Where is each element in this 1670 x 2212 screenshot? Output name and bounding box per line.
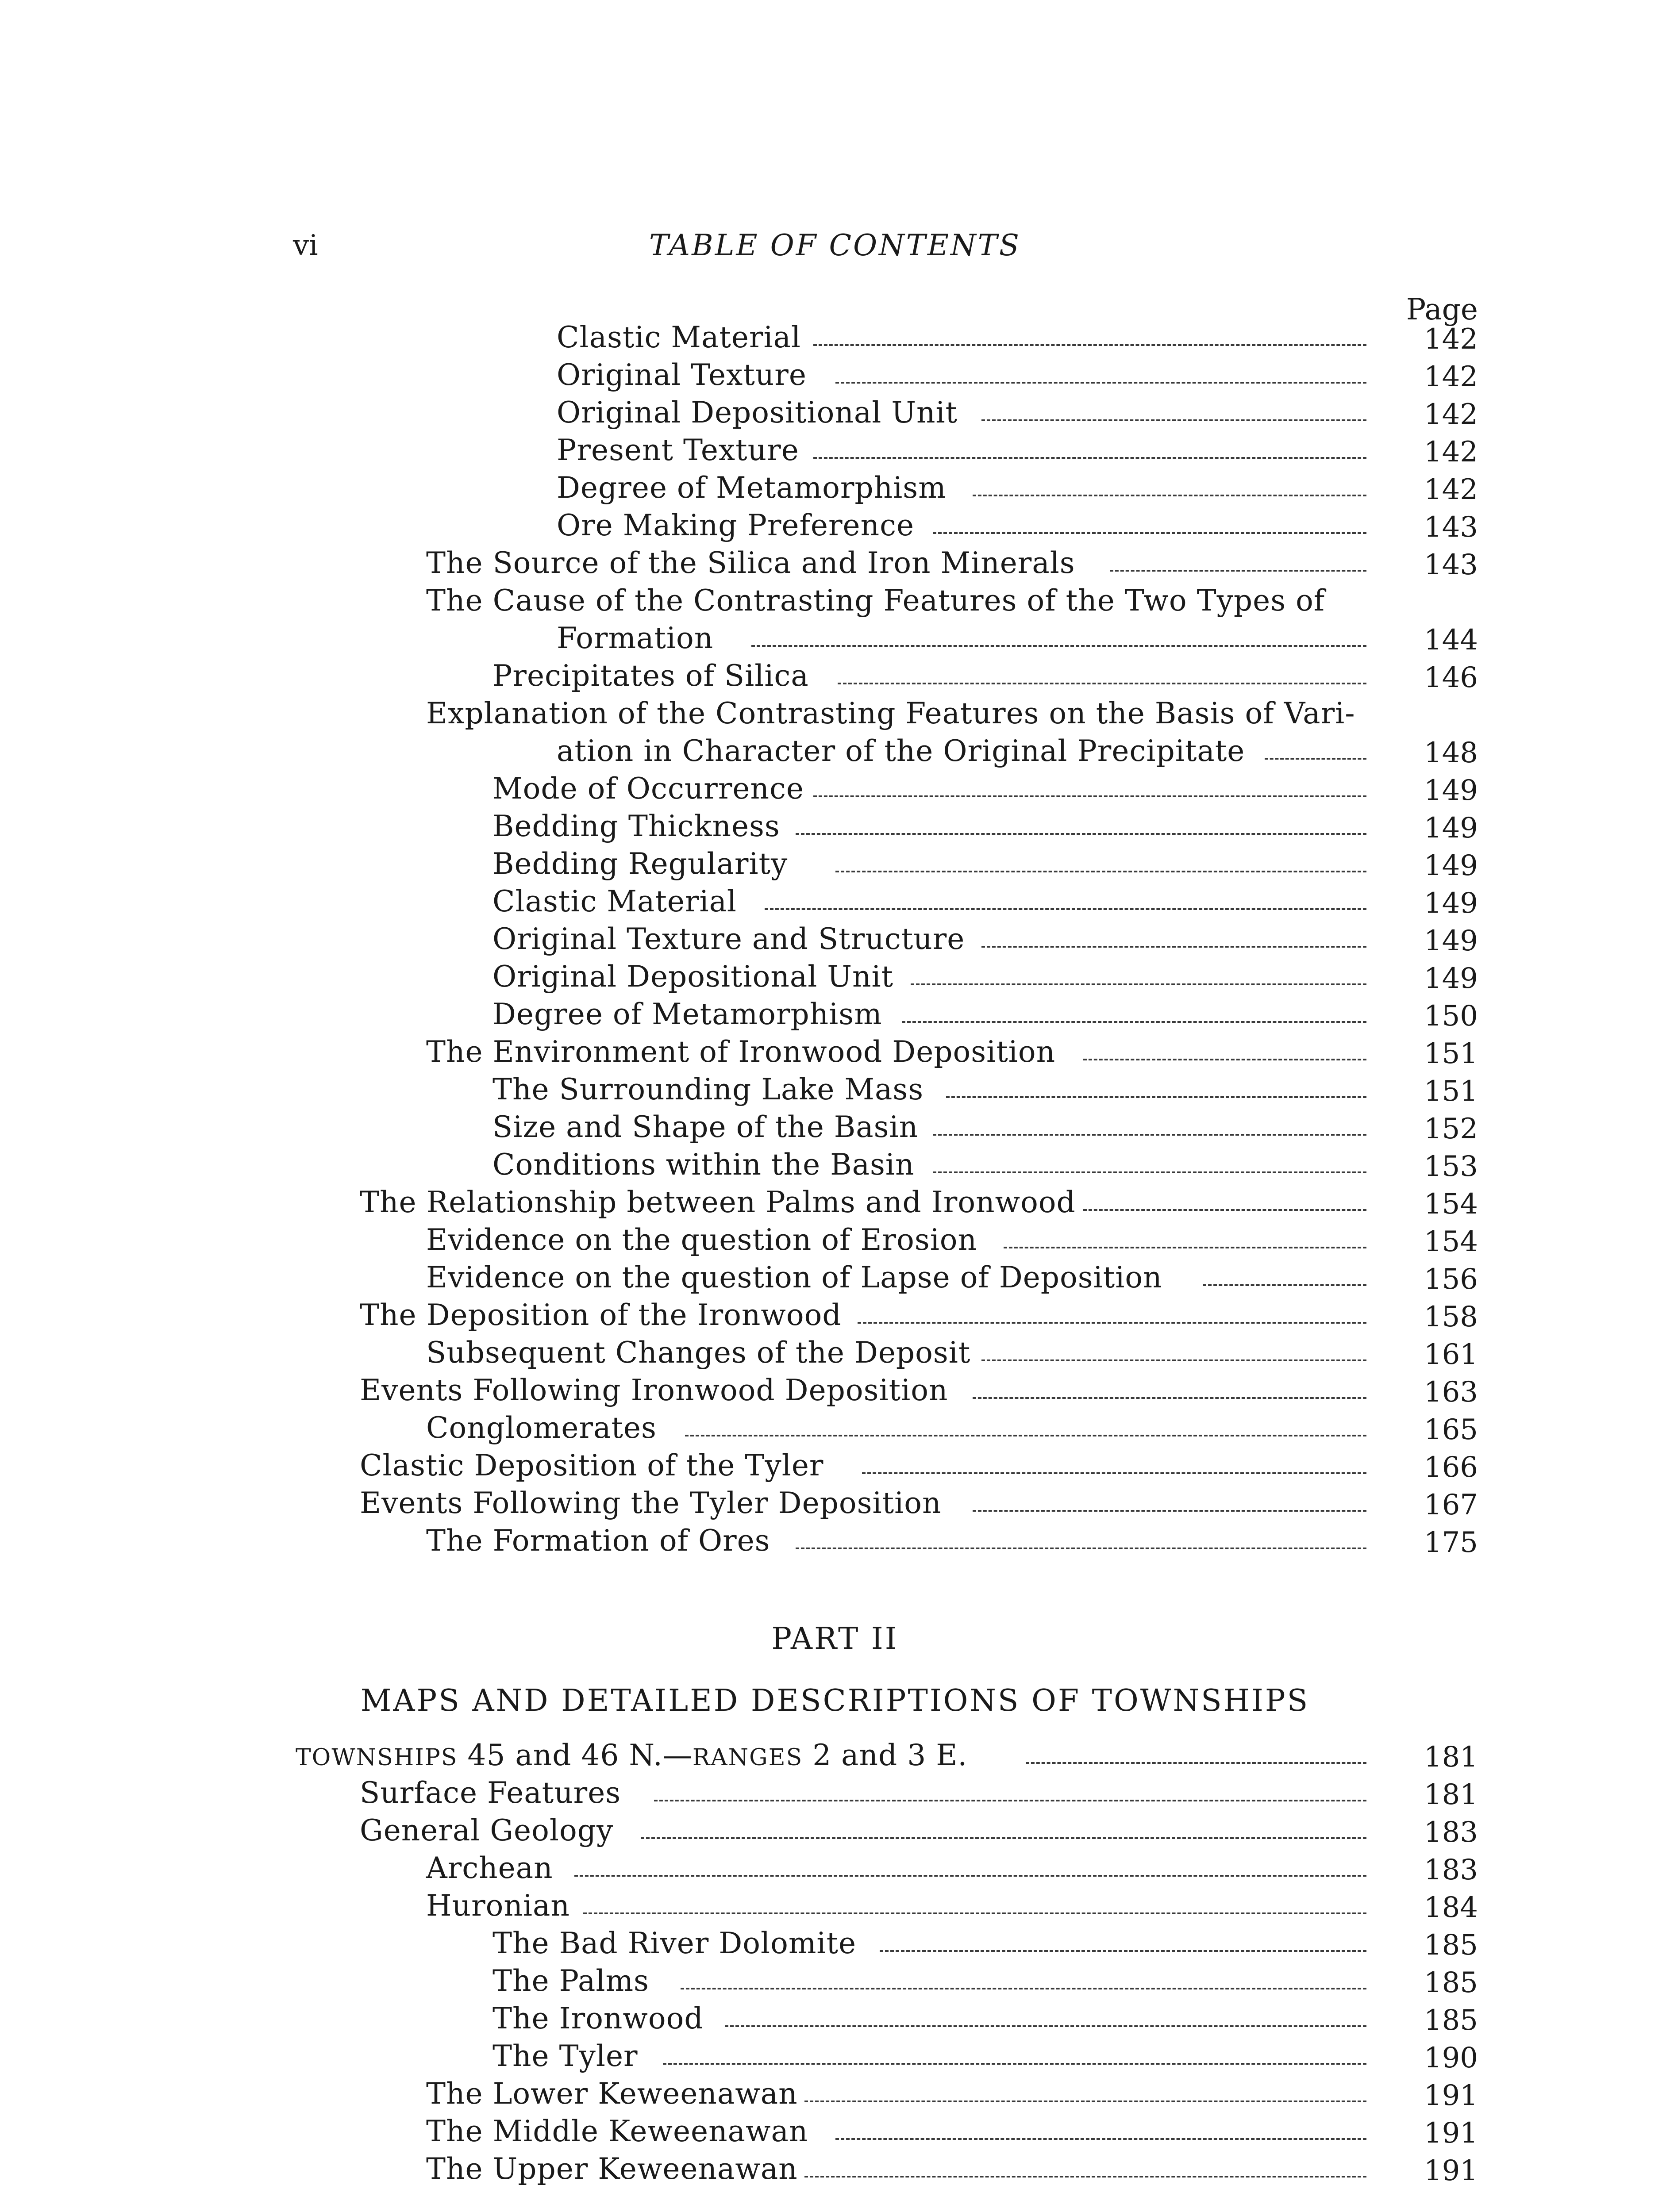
toc-entry-page: 142 [1424,398,1478,431]
toc-entry-title: Original Texture [557,358,807,392]
page-column-label: Page [1406,292,1478,326]
toc-entry-title: The Lower Keweenawan [426,2077,798,2111]
toc-entry [0,1447,1670,1485]
dot-leader [1265,758,1366,760]
toc-entry-page: 183 [1424,1816,1478,1849]
dot-leader [583,1912,1366,1914]
toc-entry-page: 154 [1424,1225,1478,1258]
toc-entry-title: Conditions within the Basin [493,1148,915,1182]
toc-entry-title: The Bad River Dolomite [493,1926,857,1960]
toc-entry-page: 143 [1424,511,1478,544]
dot-leader [654,1800,1366,1801]
toc-entry-page: 149 [1424,962,1478,995]
toc-entry-page: 167 [1424,1489,1478,1521]
toc-entry-title: Mode of Occurrence [493,772,804,806]
dot-leader [804,2176,1366,2177]
dot-leader [796,833,1366,835]
toc-entry-title: Clastic Deposition of the Tyler [360,1448,824,1482]
toc-entry [0,1334,1670,1372]
toc-entry-page: 161 [1424,1338,1478,1371]
toc-entry [0,883,1670,921]
dot-leader [933,532,1366,534]
toc-entry [0,2000,1670,2038]
dot-leader [641,1837,1366,1839]
toc-entry-title: The Tyler [493,2039,638,2073]
dot-leader [1026,1762,1366,1764]
toc-entry [0,507,1670,545]
toc-entry-title: The Deposition of the Ironwood [360,1298,842,1332]
toc-entry-page: 181 [1424,1778,1478,1811]
toc-entry [0,732,1670,770]
dot-leader [835,2138,1366,2140]
dot-leader [973,1510,1366,1512]
dot-leader [751,645,1366,647]
toc-entry [0,1962,1670,2000]
dot-leader [838,683,1366,684]
dot-leader [880,1950,1366,1952]
townships-numbers: 45 and 46 N.— [458,1738,693,1772]
toc-entry [0,1296,1670,1334]
dot-leader [813,344,1366,346]
toc-entry-title: Original Texture and Structure [493,922,965,956]
toc-entry-page: 143 [1424,549,1478,581]
toc-entry-page: 149 [1424,887,1478,920]
toc-entry-page: 183 [1424,1854,1478,1886]
toc-entry-title: The Ironwood [493,2001,704,2035]
toc-entry-page: 142 [1424,361,1478,393]
toc-entry [0,1071,1670,1109]
toc-entry-title: Bedding Regularity [493,847,788,881]
toc-entry [0,1371,1670,1409]
townships-smallcaps: TOWNSHIPS [296,1744,458,1771]
dot-leader [796,1548,1366,1549]
toc-entry-title: Clastic Material [493,884,737,918]
toc-entry-page: 142 [1424,436,1478,469]
toc-entry [0,1183,1670,1221]
toc-entry-title: Present Texture [557,433,799,467]
toc-entry-page: 181 [1424,1741,1478,1774]
toc-entry [0,920,1670,958]
dot-leader [835,871,1366,872]
toc-entry-page: 156 [1424,1263,1478,1296]
dot-leader [981,419,1366,421]
toc-entry [0,619,1670,657]
toc-entry-title [296,1736,967,1777]
toc-entry-page: 146 [1424,661,1478,694]
dot-leader [1203,1284,1366,1286]
toc-entry-title: The Environment of Ironwood Deposition [426,1035,1056,1069]
toc-entry-title: The Upper Keweenawan [426,2152,798,2186]
toc-entry-page: 191 [1424,2154,1478,2187]
toc-entry [0,1774,1670,1812]
dot-leader [973,495,1366,496]
toc-entry-title: Explanation of the Contrasting Features on the Basis of Vari- [426,696,1355,730]
dot-leader [1083,1059,1366,1060]
toc-entry [0,356,1670,394]
toc-entry-title: The Palms [493,1964,649,1998]
toc-entry-title: The Relationship between Palms and Ironwood [360,1185,1076,1219]
toc-entry-title: Archean [426,1851,553,1885]
part-subheading: MAPS AND DETAILED DESCRIPTIONS OF TOWNSHIPS [360,1683,1310,1718]
part-heading: PART II [771,1621,899,1656]
toc-entry [0,1108,1670,1146]
toc-entry-title: The Cause of the Contrasting Features of the Two Types of [426,584,1325,618]
dot-leader [1083,1209,1366,1211]
dot-leader [663,2063,1366,2065]
running-head [0,226,1670,265]
toc-entry [0,1484,1670,1522]
toc-entry-page: 163 [1424,1376,1478,1409]
toc-entry-title: Subsequent Changes of the Deposit [426,1336,971,1370]
toc-entry [0,845,1670,883]
dot-leader [835,382,1366,384]
dot-leader [981,1359,1366,1361]
toc-entry [0,2150,1670,2188]
toc-entry [0,657,1670,695]
dot-leader [911,983,1366,985]
toc-entry-title: Original Depositional Unit [493,960,894,994]
dot-leader [765,908,1366,910]
toc-entry-page: 166 [1424,1451,1478,1484]
toc-entry [0,394,1670,432]
toc-entry [0,1849,1670,1887]
toc-entry-title: ation in Character of the Original Precipitate [557,734,1245,768]
toc-entry [0,1522,1670,1560]
toc-entry-title: Huronian [426,1889,570,1923]
dot-leader [981,946,1366,948]
toc-entry-page: 149 [1424,925,1478,957]
dot-leader [681,1988,1366,1989]
toc-entry-title: Evidence on the question of Erosion [426,1223,977,1257]
toc-entry-page: 184 [1424,1891,1478,1924]
toc-entry-title: Original Depositional Unit [557,396,958,430]
toc-entry-page: 153 [1424,1150,1478,1183]
toc-entry-title: The Middle Keweenawan [426,2114,808,2148]
dot-leader [574,1875,1366,1877]
ranges-smallcaps: RANGES [692,1744,803,1771]
toc-entry-page: 185 [1424,1929,1478,1962]
dot-leader [1110,570,1366,572]
toc-entry [0,1409,1670,1447]
dot-leader [725,2025,1366,2027]
running-head-title: TABLE OF CONTENTS [649,228,1021,262]
toc-entry-title: The Surrounding Lake Mass [493,1072,924,1106]
toc-entry-title: Evidence on the question of Lapse of Deposition [426,1260,1162,1294]
ranges-numbers: 2 and 3 E. [803,1738,968,1772]
toc-entry-title: The Formation of Ores [426,1524,770,1558]
toc-entry [0,1033,1670,1071]
toc-entry-title: General Geology [360,1813,614,1847]
toc-entry-page: 190 [1424,2042,1478,2074]
toc-entry [0,995,1670,1033]
toc-entry-page: 154 [1424,1188,1478,1221]
toc-entry-title: Clastic Material [557,320,801,354]
dot-leader [862,1472,1366,1474]
toc-entry [0,770,1670,808]
toc-entry-page: 165 [1424,1413,1478,1446]
toc-entry [0,1259,1670,1297]
dot-leader [946,1096,1366,1098]
toc-entry-title: Degree of Metamorphism [557,471,947,505]
toc-entry-page: 185 [1424,2004,1478,2037]
toc-entry-title: Formation [557,621,714,655]
toc-entry-page: 185 [1424,1966,1478,1999]
dot-leader [973,1397,1366,1399]
toc-entry-page: 150 [1424,1000,1478,1033]
toc-entry-page: 149 [1424,812,1478,845]
toc-entry-title: Events Following Ironwood Deposition [360,1373,948,1407]
page-folio: vi [293,229,318,262]
toc-entry [0,431,1670,469]
dot-leader [813,795,1366,797]
toc-entry [0,1812,1670,1850]
toc-entry-page: 151 [1424,1037,1478,1070]
toc-entry-page: 148 [1424,737,1478,769]
toc-entry-page: 144 [1424,624,1478,657]
toc-entry-page: 175 [1424,1526,1478,1559]
dot-leader [933,1171,1366,1173]
dot-leader [902,1021,1366,1023]
toc-entry-page: 158 [1424,1301,1478,1333]
dot-leader [1004,1247,1366,1248]
dot-leader [804,2101,1366,2102]
toc-entry [0,582,1670,620]
toc-entry [0,2037,1670,2075]
toc-entry-page: 149 [1424,849,1478,882]
toc-entry-page: 149 [1424,774,1478,807]
toc-entry [0,469,1670,507]
toc-entry-title: Conglomerates [426,1411,657,1445]
toc-entry-title: Ore Making Preference [557,508,915,542]
dot-leader [858,1322,1366,1324]
toc-entry [0,1146,1670,1184]
toc-entry [0,544,1670,582]
toc-entry [0,695,1670,733]
toc-entry [0,958,1670,996]
toc-entry-page: 151 [1424,1075,1478,1108]
toc-entry-title: Events Following the Tyler Deposition [360,1486,942,1520]
dot-leader [933,1134,1366,1136]
toc-entry-title: Bedding Thickness [493,809,780,843]
toc-entry [0,319,1670,357]
toc-entry [0,1887,1670,1925]
dot-leader [685,1435,1366,1436]
toc-entry-title: The Source of the Silica and Iron Minerals [426,546,1075,580]
toc-entry-page: 152 [1424,1113,1478,1145]
toc-entry [0,1924,1670,1962]
toc-entry-title: Surface Features [360,1776,621,1810]
toc-entry [0,2112,1670,2151]
dot-leader [813,457,1366,459]
toc-entry [0,1221,1670,1259]
toc-entry-page: 142 [1424,473,1478,506]
toc-entry [0,2075,1670,2113]
toc-entry-page: 142 [1424,323,1478,356]
toc-entry [0,807,1670,845]
toc-entry-page: 191 [1424,2117,1478,2150]
toc-entry-title: Precipitates of Silica [493,659,809,693]
toc-entry-title: Size and Shape of the Basin [493,1110,919,1144]
toc-entry-title: Degree of Metamorphism [493,997,882,1031]
toc-entry-page: 191 [1424,2079,1478,2112]
toc-entry [0,1736,1670,1774]
